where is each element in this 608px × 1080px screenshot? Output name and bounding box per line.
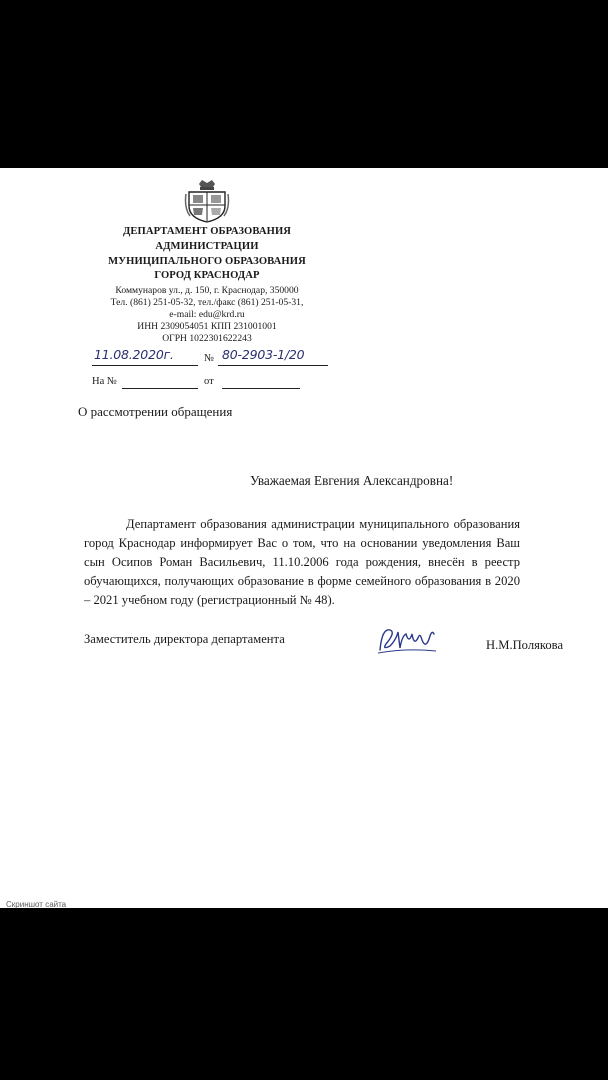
- org-name-line-1: ДЕПАРТАМЕНТ ОБРАЗОВАНИЯ: [122, 226, 292, 237]
- letter-body: Департамент образования администрации муниципального образования город Краснодар информирует Вас о том, что на основании уведомления Ваш сын Осипов Роман Васильевич, 11.10.2006 года рождения, внесён в реестр обучающихся, получающих образование в форме семейного образования в 2020 – 2021 учебном году (регистрационный № 48).: [84, 517, 520, 607]
- ogrn-line: ОГРН 1022301622243: [162, 333, 252, 344]
- reference-underline: [122, 388, 198, 389]
- number-underline: [218, 365, 328, 366]
- greeting: Уважаемая Евгения Александровна!: [250, 473, 454, 488]
- handwritten-signature-icon: [376, 620, 438, 658]
- org-name-line-3: МУНИЦИПАЛЬНОГО ОБРАЗОВАНИЯ: [108, 256, 306, 267]
- date-underline: [92, 365, 198, 366]
- org-name-line-2: АДМИНИСТРАЦИИ: [155, 241, 259, 252]
- reference-label: На №: [92, 376, 117, 387]
- letter-page: [0, 168, 608, 908]
- address-line: Коммунаров ул., д. 150, г. Краснодар, 350000: [115, 285, 299, 296]
- krasnodar-coat-of-arms-icon: [184, 178, 230, 224]
- from-label: от: [204, 376, 214, 387]
- inn-line: ИНН 2309054051 КПП 231001001: [137, 321, 277, 332]
- phone-line: Тел. (861) 251-05-32, тел./факс (861) 251-05-31,: [110, 297, 304, 308]
- email-line: e-mail: edu@krd.ru: [169, 309, 245, 320]
- subject-line: О рассмотрении обращения: [78, 404, 233, 419]
- signatory-title: Заместитель директора департамента: [84, 632, 285, 646]
- watermark-text: Скриншот сайта: [6, 900, 67, 909]
- signatory-name: Н.М.Полякова: [486, 638, 564, 652]
- registration-date: 11.08.2020г.: [94, 347, 174, 362]
- org-name-line-4: ГОРОД КРАСНОДАР: [154, 270, 260, 281]
- from-underline: [222, 388, 300, 389]
- registration-number: 80-2903-1/20: [222, 347, 305, 362]
- number-label: №: [204, 353, 215, 364]
